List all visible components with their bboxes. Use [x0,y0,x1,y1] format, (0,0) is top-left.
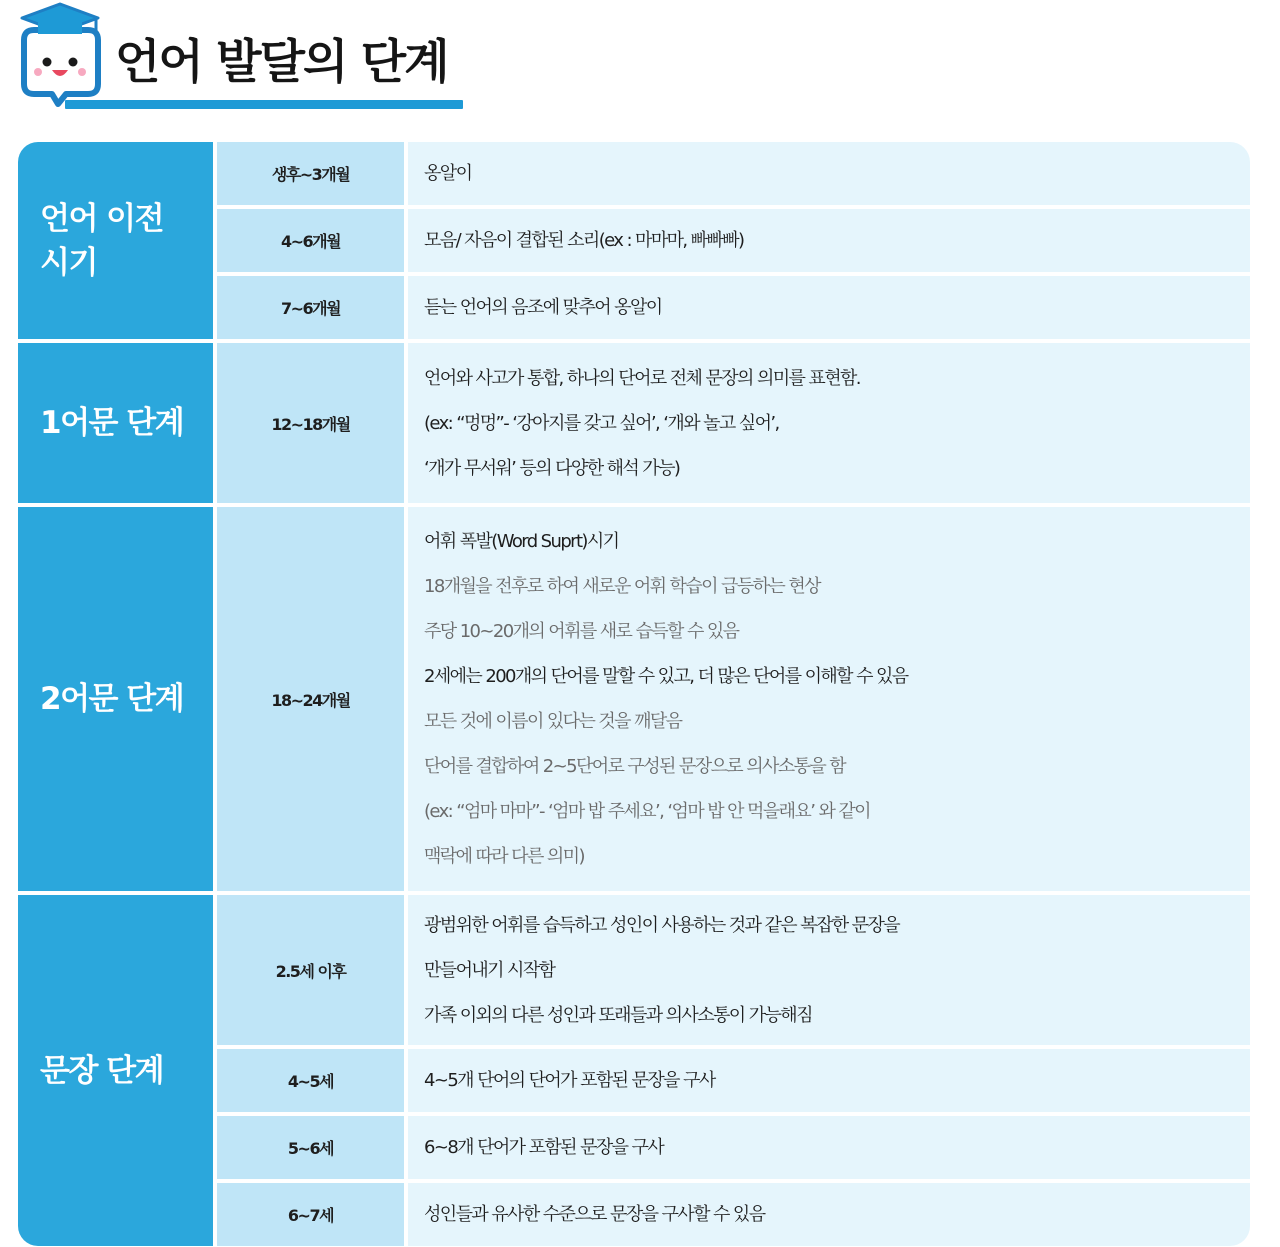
description-cell [408,209,1250,272]
description-cell [408,895,1250,1045]
table-row [217,343,1250,503]
stage-label: 2어문 단계 [40,681,184,717]
age-cell: 4~5세 [217,1049,404,1112]
table-row [217,1116,1250,1179]
description-line: ‘개가 무서워’ 등의 다양한 해석 가능) [424,457,680,479]
description-line: 단어를 결합하여 2~5단어로 구성된 문장으로 의사소통을 함 [424,756,846,777]
table-row [217,1183,1250,1246]
section-one-word [18,343,1250,503]
description-line: 주당 10~20개의 어휘를 새로 습득할 수 있음 [424,621,739,642]
age-cell: 6~7세 [217,1183,404,1246]
description-line: 맥락에 따라 다른 의미) [424,846,584,867]
description-line: (ex: “엄마 마마”- ‘엄마 밥 주세요’, ‘엄마 밥 안 먹을래요’ 와 같이 [424,801,870,822]
description-cell [408,1183,1250,1246]
description-line: 4~5개 단어의 단어가 포함된 문장을 구사 [424,1070,715,1091]
stage-label: 1어문 단계 [40,405,184,441]
age-cell: 5~6세 [217,1116,404,1179]
stage-rows [217,142,1250,339]
section-two-word [18,507,1250,891]
description-line: 듣는 언어의 음조에 맞추어 옹알이 [424,297,662,318]
description-line: 어휘 폭발(Word Suprt)시기 [424,531,619,552]
table-row [217,895,1250,1045]
age-cell: 7~6개월 [217,276,404,339]
table-row [217,142,1250,205]
language-stages-table [18,142,1250,1246]
stage-label: 언어 이전 시기 [40,200,164,281]
page-title: 언어 발달의 단계 [115,35,448,90]
section-pre-linguistic [18,142,1250,339]
description-cell [408,142,1250,205]
mascot-icon [10,0,106,110]
description-line: 18개월을 전후로 하여 새로운 어휘 학습이 급등하는 현상 [424,576,820,597]
description-line: 모든 것에 이름이 있다는 것을 깨달음 [424,711,682,732]
stage-label: 문장 단계 [40,1052,164,1089]
description-line: 성인들과 유사한 수준으로 문장을 구사할 수 있음 [424,1204,765,1225]
description-line: 언어와 사고가 통합, 하나의 단어로 전체 문장의 의미를 표현함. [424,367,860,389]
table-row [217,1049,1250,1112]
description-line: 가족 이외의 다른 성인과 또래들과 의사소통이 가능해짐 [424,1004,812,1026]
age-cell: 생후~3개월 [217,142,404,205]
stage-cell [18,142,213,339]
table-row [217,276,1250,339]
description-line: 모음/ 자음이 결합된 소리(ex : 마마마, 빠빠빠) [424,230,744,251]
description-line: 광범위한 어휘를 습득하고 성인이 사용하는 것과 같은 복잡한 문장을 [424,914,900,936]
table-row [217,507,1250,891]
age-cell: 2.5세 이후 [217,895,404,1045]
description-cell [408,276,1250,339]
section-sentence [18,895,1250,1246]
description-line: 2세에는 200개의 단어를 말할 수 있고, 더 많은 단어를 이해할 수 있음 [424,666,908,687]
stage-rows [217,507,1250,891]
description-cell [408,1049,1250,1112]
age-cell: 12~18개월 [217,343,404,503]
table-row [217,209,1250,272]
stage-rows [217,895,1250,1246]
stage-rows [217,343,1250,503]
stage-cell [18,507,213,891]
description-line: 옹알이 [424,163,472,184]
description-cell [408,343,1250,503]
age-cell: 18~24개월 [217,507,404,891]
stage-cell [18,895,213,1246]
stage-cell [18,343,213,503]
description-cell [408,507,1250,891]
age-cell: 4~6개월 [217,209,404,272]
description-line: 만들어내기 시작함 [424,959,555,981]
description-line: 6~8개 단어가 포함된 문장을 구사 [424,1137,664,1158]
title-underline [65,100,463,109]
description-line: (ex: “멍멍”- ‘강아지를 갖고 싶어’, ‘개와 놀고 싶어’, [424,412,779,434]
description-cell [408,1116,1250,1179]
